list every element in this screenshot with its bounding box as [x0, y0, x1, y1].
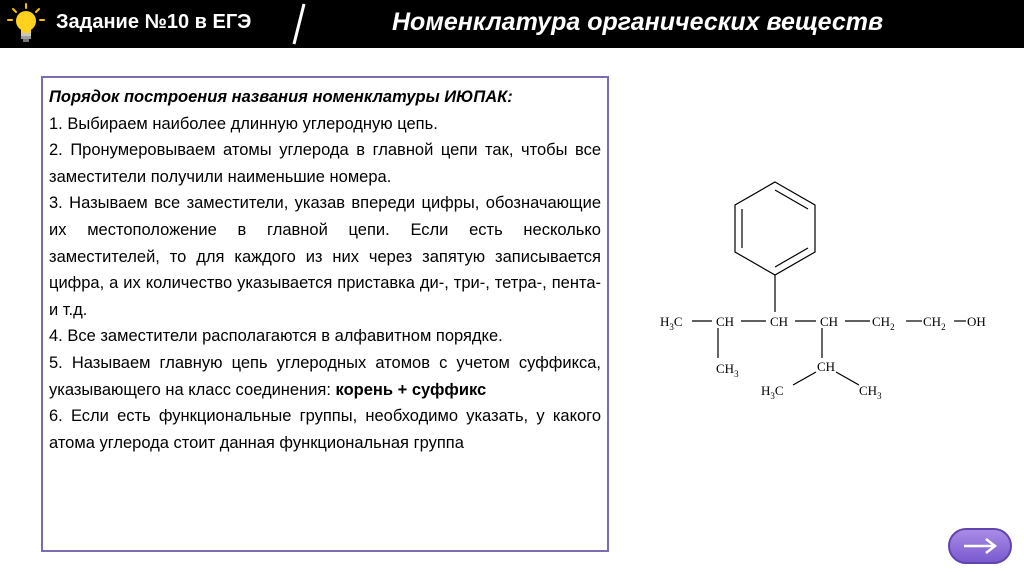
- rule-step-2: 2. Пронумеровываем атомы углерода в главной цепи так, чтобы все заместители получили наименьшие номера.: [49, 141, 601, 186]
- atom-h3c-main: $H_3C$: [660, 314, 683, 332]
- rule-step-1: 1. Выбираем наиболее длинную углеродную цепь.: [49, 114, 438, 133]
- atom-ch2-b: $CH_2$: [923, 314, 946, 332]
- rules-heading: Порядок построения названия номенклатуры ИЮПАК:: [49, 88, 513, 106]
- rule-step-3: 3. Называем все заместители, указав впереди цифры, обозначающие их местоположение в главной цепи. Если есть несколько заместителей, то для каждого из них через запятую записывается цифра, а их количество указывается приставка ди-, три-, тетра-, пента- и т.д.: [49, 194, 601, 319]
- next-slide-button[interactable]: [948, 528, 1012, 564]
- rule-step-5-text: 5. Называем главную цепь углеродных атомов с учетом суффикса, указывающего на класс соединения:: [49, 353, 601, 399]
- header-bar: [0, 0, 1024, 48]
- atom-ch3-branch: $CH_3$: [716, 361, 739, 379]
- atom-h3c-branch: $H_3C$: [761, 383, 784, 401]
- structural-formula: [650, 170, 1000, 410]
- divider-slash: [286, 0, 310, 48]
- atom-ch-branch: CH: [817, 359, 836, 374]
- atom-ch-3: CH: [820, 314, 839, 329]
- atom-ch-1: CH: [716, 314, 735, 329]
- rule-step-5: [49, 350, 601, 403]
- atom-oh: OH: [967, 314, 986, 329]
- rule-step-4: 4. Все заместители располагаются в алфавитном порядке.: [49, 327, 503, 346]
- rules-box: [41, 76, 609, 552]
- atom-ch3-right: $CH_3$: [859, 383, 882, 401]
- lightbulb-icon: [6, 3, 46, 45]
- task-label: Задание №10 в ЕГЭ: [56, 11, 252, 33]
- arrow-right-icon: [960, 536, 1000, 556]
- atom-ch-2: CH: [770, 314, 789, 329]
- page-title: Номенклатура органических веществ: [392, 8, 884, 36]
- rule-step-5-bold: корень + суффикс: [335, 380, 487, 399]
- rule-step-6: 6. Если есть функциональные группы, необходимо указать, у какого атома углерода стоит данная функциональная группа: [49, 407, 601, 452]
- atom-ch2-a: $CH_2$: [872, 314, 895, 332]
- benzene-ring: [735, 182, 815, 275]
